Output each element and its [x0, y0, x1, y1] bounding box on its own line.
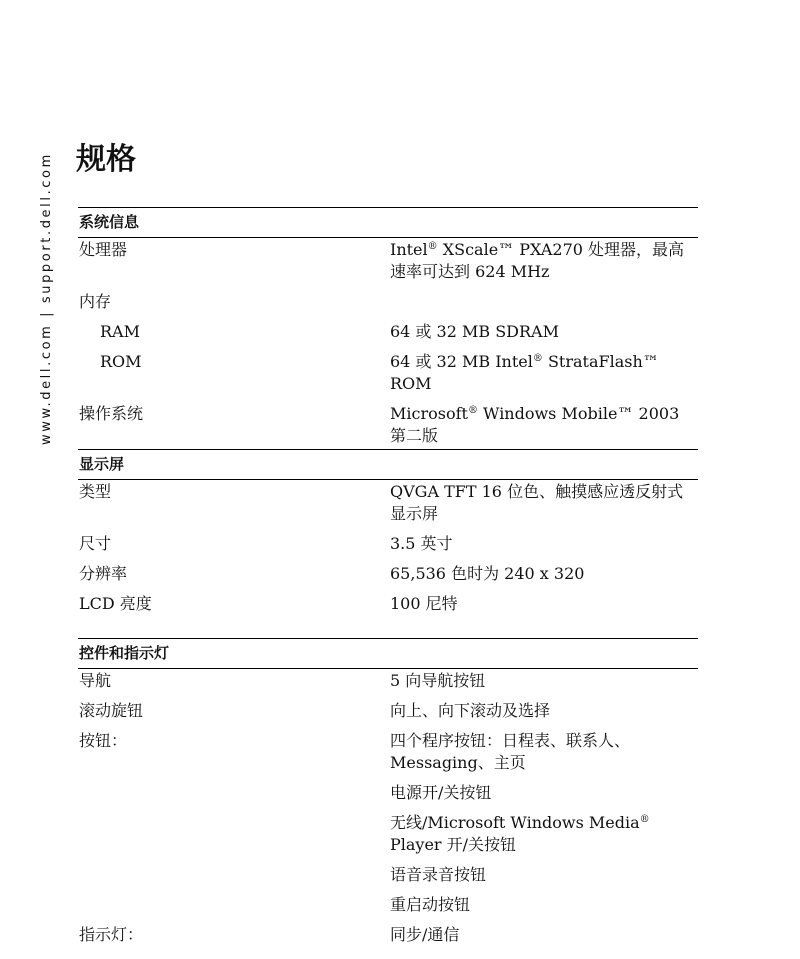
text-fragment: Microsoft	[390, 404, 468, 423]
spec-value-brightness: 100 尼特	[390, 594, 458, 613]
text-fragment: 64 或 32 MB Intel	[390, 352, 533, 371]
spec-label-resolution: 分辨率	[79, 564, 128, 583]
spec-row-scroll	[78, 700, 698, 722]
text-fragment: 无线/Microsoft Windows Media	[390, 813, 640, 832]
spec-row-rom	[78, 351, 698, 395]
section-display	[78, 449, 698, 615]
side-url-text: www.dell.com | support.dell.com	[39, 152, 54, 445]
spec-value-indicators: 同步/通信	[390, 925, 460, 944]
text-fragment: XScale™ PXA270 处理器，最高速率可达到 624 MHz	[390, 240, 685, 281]
spec-row-ram	[78, 321, 698, 343]
spec-row-indicators	[78, 924, 698, 946]
spec-value-os	[390, 403, 696, 447]
spec-value-memory	[390, 291, 696, 313]
spec-row-resolution	[78, 563, 698, 585]
registered-mark: ®	[427, 241, 438, 252]
spec-row-size	[78, 533, 698, 555]
spec-label-navigation: 导航	[79, 671, 112, 690]
registered-mark: ®	[639, 814, 650, 825]
spec-value-wireless-button	[390, 812, 696, 856]
spec-row-processor	[78, 239, 698, 283]
spec-row-buttons	[78, 730, 698, 774]
spec-value-voice-button: 语音录音按钮	[390, 865, 487, 884]
registered-mark: ®	[467, 405, 478, 416]
spec-row-voice-button	[78, 864, 698, 886]
spec-value-reset-button: 重启动按钮	[390, 895, 471, 914]
spec-label-processor: 处理器	[79, 240, 128, 259]
spec-value-scroll: 向上、向下滚动及选择	[390, 701, 551, 720]
spec-label-memory: 内存	[79, 292, 112, 311]
spec-row-reset-button	[78, 894, 698, 916]
spec-label-brightness: LCD 亮度	[79, 594, 152, 613]
section-system-info	[78, 207, 698, 447]
spec-value-processor	[390, 239, 696, 283]
spec-label-ram: RAM	[100, 322, 140, 341]
spec-label-scroll: 滚动旋钮	[79, 701, 144, 720]
spec-row-power-button	[78, 782, 698, 804]
section-header-display: 显示屏	[78, 449, 698, 480]
spec-value-program-buttons: 四个程序按钮：日程表、联系人、Messaging、主页	[390, 731, 631, 772]
section-header-system: 系统信息	[78, 207, 698, 238]
spec-label-type: 类型	[79, 482, 112, 501]
spec-label-rom: ROM	[100, 352, 142, 371]
page-title: 规格	[76, 142, 136, 177]
spec-label-indicators: 指示灯：	[79, 925, 144, 944]
text-fragment: Windows Mobile™ 2003 第二版	[390, 404, 680, 445]
spec-label-os: 操作系统	[79, 404, 144, 423]
spec-value-navigation: 5 向导航按钮	[390, 671, 486, 690]
spec-value-resolution: 65,536 色时为 240 x 320	[390, 564, 585, 583]
spec-row-os	[78, 403, 698, 447]
spec-row-brightness	[78, 593, 698, 615]
section-controls	[78, 638, 698, 946]
spec-value-ram: 64 或 32 MB SDRAM	[390, 322, 559, 341]
spec-row-type	[78, 481, 698, 525]
spec-value-rom	[390, 351, 696, 395]
text-fragment: Intel	[390, 240, 428, 259]
spec-label-size: 尺寸	[79, 534, 112, 553]
spec-row-navigation	[78, 670, 698, 692]
spec-row-wireless-button	[78, 812, 698, 856]
section-header-controls: 控件和指示灯	[78, 638, 698, 669]
spec-value-size: 3.5 英寸	[390, 534, 453, 553]
text-fragment: StrataFlash™ ROM	[390, 352, 659, 393]
spec-row-memory	[78, 291, 698, 313]
spec-label-buttons: 按钮：	[79, 731, 128, 750]
spec-value-type: QVGA TFT 16 位色、触摸感应透反射式显示屏	[390, 482, 684, 523]
text-fragment: Player 开/关按钮	[390, 835, 517, 854]
registered-mark: ®	[532, 353, 543, 364]
spec-value-power-button: 电源开/关按钮	[390, 783, 492, 802]
